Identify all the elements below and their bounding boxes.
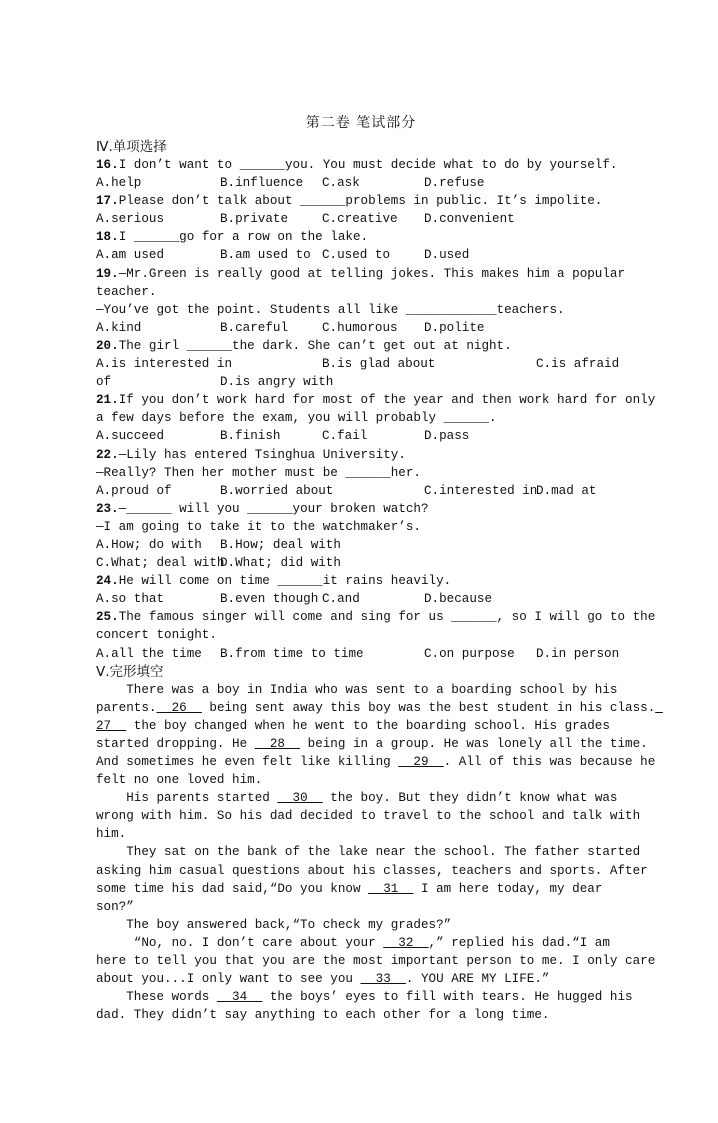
passage-text: being sent away this boy was the best student in his class. bbox=[201, 700, 656, 715]
answer-option: C.What; deal with bbox=[96, 556, 225, 571]
question-stem-line bbox=[96, 228, 626, 246]
passage-line bbox=[96, 934, 626, 952]
answer-option: C.used to bbox=[322, 248, 391, 263]
option-row bbox=[96, 174, 626, 192]
option-row bbox=[96, 482, 626, 500]
question-number: 25. bbox=[96, 610, 119, 625]
answer-option: A.How; do with bbox=[96, 537, 202, 552]
question-stem-line bbox=[96, 192, 626, 210]
answer-option: C.is afraid bbox=[536, 357, 620, 372]
answer-option: D.What; did with bbox=[220, 556, 341, 571]
cloze-blank: __31__ bbox=[368, 881, 414, 896]
passage-line bbox=[96, 807, 641, 825]
passage-text: son?” bbox=[96, 899, 134, 914]
passage-text: here to tell you that you are the most important person to me. I only care bbox=[96, 954, 656, 969]
passage-text: the boy changed when he went to the boarding school. His grades bbox=[126, 718, 610, 733]
answer-option: A.so that bbox=[96, 592, 165, 607]
question-number: 21. bbox=[96, 393, 119, 408]
question-text: —I am going to take it to the watchmaker’s. bbox=[96, 519, 421, 534]
question-number: 20. bbox=[96, 338, 119, 353]
question-text: —You’ve got the point. Students all like ____________teachers. bbox=[96, 302, 565, 317]
passage-text: ,” replied his dad.“I am bbox=[428, 935, 610, 950]
passage-line bbox=[96, 753, 656, 771]
passage-text: started dropping. He bbox=[96, 736, 255, 751]
cloze-blank: __34__ bbox=[216, 990, 263, 1005]
question-stem-line bbox=[96, 464, 626, 482]
option-row bbox=[96, 645, 626, 663]
passage-text: asking him casual questions about his classes, teachers and sports. After bbox=[96, 863, 648, 878]
question-number: 22. bbox=[96, 447, 119, 462]
question-number: 23. bbox=[96, 501, 119, 516]
passage-text: the boy. But they didn’t know what was bbox=[322, 791, 618, 806]
question-stem-line bbox=[96, 409, 626, 427]
passage-text: him. bbox=[96, 827, 127, 842]
answer-option: B.careful bbox=[220, 320, 289, 335]
question-text: The girl ______the dark. She can’t get out at night. bbox=[118, 338, 512, 353]
option-row bbox=[96, 373, 626, 391]
answer-option: A.is interested in bbox=[96, 357, 233, 372]
question-stem-line bbox=[96, 391, 656, 409]
passage-line bbox=[96, 916, 626, 934]
answer-option: B.even though bbox=[220, 592, 319, 607]
question-stem-line bbox=[96, 446, 626, 464]
question-number: 19. bbox=[96, 266, 119, 281]
answer-option: B.from time to time bbox=[220, 646, 364, 661]
answer-option: B.am used to bbox=[220, 248, 311, 263]
passage-line bbox=[96, 699, 663, 717]
passage-text: These words bbox=[96, 990, 217, 1005]
question-list bbox=[96, 156, 656, 663]
answer-option: C.and bbox=[322, 592, 360, 607]
question-text: —Lily has entered Tsinghua University. bbox=[118, 447, 406, 462]
cloze-blank: __29__ bbox=[398, 755, 444, 769]
answer-option: B.is glad about bbox=[322, 357, 436, 372]
answer-option: A.am used bbox=[96, 248, 165, 263]
cloze-blank: __32__ bbox=[383, 935, 429, 950]
question-stem-line bbox=[96, 572, 626, 590]
answer-option: C.fail bbox=[322, 429, 368, 444]
option-row bbox=[96, 590, 626, 608]
answer-option: A.kind bbox=[96, 320, 142, 335]
answer-option: D.because bbox=[424, 592, 493, 607]
answer-option: B.How; deal with bbox=[220, 537, 341, 552]
question-stem-line bbox=[96, 608, 656, 626]
answer-option: C.on purpose bbox=[424, 646, 515, 661]
passage-line bbox=[96, 898, 626, 916]
answer-option: C.ask bbox=[322, 176, 360, 191]
answer-option: B.worried about bbox=[220, 483, 334, 498]
question-stem-line bbox=[96, 337, 626, 355]
answer-option: D.used bbox=[424, 248, 470, 263]
answer-option: D.refuse bbox=[424, 176, 485, 191]
question-text: —Really? Then her mother must be ______her. bbox=[96, 465, 421, 480]
option-row bbox=[96, 319, 626, 337]
passage-text: I am here today, my dear bbox=[413, 881, 603, 896]
answer-option: D.convenient bbox=[424, 212, 515, 227]
passage-line bbox=[96, 843, 641, 861]
answer-option: B.private bbox=[220, 212, 289, 227]
question-text: —______ will you ______your broken watch? bbox=[118, 501, 429, 516]
option-row bbox=[96, 536, 626, 554]
option-row bbox=[96, 210, 626, 228]
answer-option: A.all the time bbox=[96, 646, 202, 661]
question-stem-line bbox=[96, 156, 626, 174]
passage-line bbox=[96, 825, 626, 843]
passage-text: dad. They didn’t say anything to each other for a long time. bbox=[96, 1008, 550, 1023]
option-row bbox=[96, 427, 626, 445]
question-text: Please don’t talk about ______problems in public. It’s impolite. bbox=[118, 194, 603, 209]
question-number: 24. bbox=[96, 574, 119, 589]
question-text: a few days before the exam, you will probably ______. bbox=[96, 411, 497, 426]
passage-line bbox=[96, 952, 656, 970]
answer-option: D.is angry with bbox=[220, 375, 334, 390]
answer-option: C.creative bbox=[322, 212, 398, 227]
question-number: 17. bbox=[96, 194, 119, 209]
question-number: 18. bbox=[96, 230, 119, 245]
passage-text: There was a boy in India who was sent to a boarding school by his bbox=[96, 682, 618, 697]
passage-text: being in a group. He was lonely all the time. bbox=[300, 736, 648, 751]
answer-option: A.proud of bbox=[96, 483, 172, 498]
question-text: teacher. bbox=[96, 284, 157, 299]
cloze-blank: __28__ bbox=[254, 736, 301, 751]
passage-line bbox=[96, 771, 626, 789]
passage-text: parents. bbox=[96, 700, 157, 715]
cloze-blank: __33__ bbox=[360, 972, 406, 987]
answer-option: C.humorous bbox=[322, 320, 398, 335]
section-4-heading: Ⅳ.单项选择 bbox=[96, 139, 167, 155]
passage-line bbox=[96, 1006, 626, 1024]
passage-text: . YOU ARE MY LIFE.” bbox=[405, 972, 550, 987]
question-text: I ______go for a row on the lake. bbox=[118, 230, 369, 245]
option-row bbox=[96, 246, 626, 264]
passage-text: The boy answered back,“To check my grades?” bbox=[96, 917, 452, 932]
cloze-passage bbox=[96, 681, 663, 1025]
answer-option: A.serious bbox=[96, 212, 165, 227]
passage-line bbox=[96, 880, 626, 898]
question-text: If you don’t work hard for most of the year and then work hard for only bbox=[118, 393, 656, 408]
question-stem-line bbox=[96, 500, 626, 518]
answer-option: B.influence bbox=[220, 176, 304, 191]
cloze-blank: __26__ bbox=[156, 700, 202, 715]
passage-line bbox=[96, 970, 626, 988]
question-text: concert tonight. bbox=[96, 628, 217, 643]
question-stem-line bbox=[96, 301, 626, 319]
question-text: He will come on time ______it rains heavily. bbox=[118, 574, 452, 589]
question-stem-line bbox=[96, 265, 626, 283]
passage-text: the boys’ eyes to fill with tears. He hugged his bbox=[262, 990, 633, 1005]
question-text: The famous singer will come and sing for us ______, so I will go to the bbox=[118, 610, 656, 625]
section-5-heading: Ⅴ.完形填空 bbox=[96, 663, 164, 680]
cloze-blank: __30__ bbox=[277, 791, 323, 806]
question-stem-line bbox=[96, 626, 626, 644]
passage-line bbox=[96, 681, 626, 699]
question-stem-line bbox=[96, 283, 626, 301]
answer-option: A.help bbox=[96, 176, 142, 191]
option-row bbox=[96, 355, 626, 373]
passage-text: some time his dad said,“Do you know bbox=[96, 881, 369, 896]
cloze-blank: _ bbox=[655, 700, 663, 715]
answer-option: D.pass bbox=[424, 429, 470, 444]
question-stem-line bbox=[96, 518, 626, 536]
answer-option: A.succeed bbox=[96, 429, 165, 444]
passage-line bbox=[96, 862, 648, 880]
answer-option: D.in person bbox=[536, 646, 620, 661]
answer-option: B.finish bbox=[220, 429, 281, 444]
page-title: 第二卷 笔试部分 bbox=[305, 115, 417, 131]
passage-line bbox=[96, 988, 633, 1006]
option-row bbox=[96, 554, 626, 572]
passage-text: felt no one loved him. bbox=[96, 773, 263, 788]
passage-text: . All of this was because he bbox=[443, 755, 656, 769]
answer-option: D.polite bbox=[424, 320, 485, 335]
passage-text: about you...I only want to see you bbox=[96, 972, 361, 987]
answer-option: D.mad at bbox=[536, 483, 597, 498]
question-text: —Mr.Green is really good at telling jokes. This makes him a popular bbox=[118, 266, 626, 281]
passage-text: His parents started bbox=[96, 791, 278, 806]
passage-text: wrong with him. So his dad decided to travel to the school and talk with bbox=[96, 809, 641, 824]
answer-option: of bbox=[96, 375, 112, 390]
passage-text: They sat on the bank of the lake near the school. The father started bbox=[96, 845, 641, 860]
passage-text: And sometimes he even felt like killing bbox=[96, 755, 399, 769]
passage-text: “No, no. I don’t care about your bbox=[96, 935, 384, 950]
cloze-blank: 27__ bbox=[96, 718, 127, 733]
answer-option: C.interested in bbox=[424, 483, 538, 498]
question-number: 16. bbox=[96, 158, 119, 172]
passage-line bbox=[96, 735, 648, 753]
question-text: I don’t want to ______you. You must decide what to do by yourself. bbox=[118, 158, 618, 172]
passage-line bbox=[96, 717, 626, 735]
exam-page bbox=[96, 112, 663, 1024]
passage-line bbox=[96, 789, 626, 807]
